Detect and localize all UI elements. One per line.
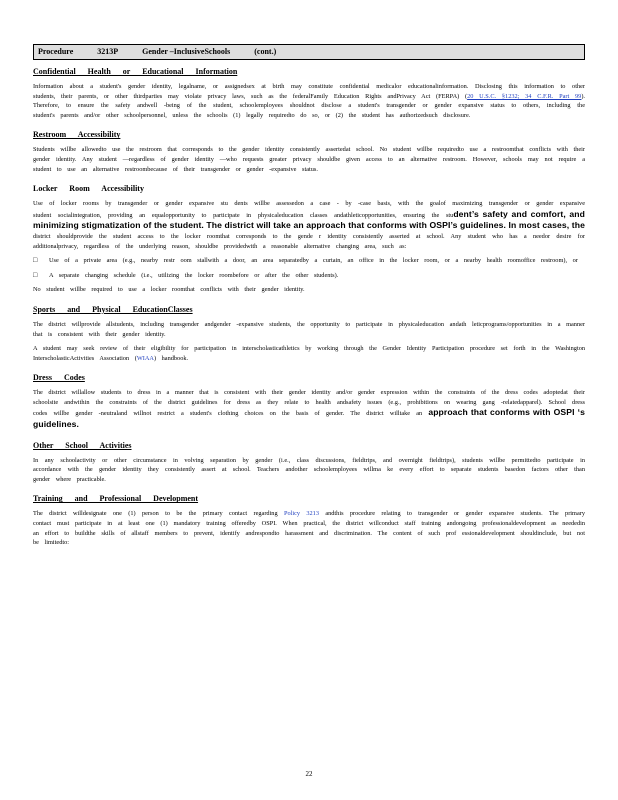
section-other — [33, 440, 585, 485]
text-run: The district willallow students to dress in a manner that is consistent with their gender identity and/or gender expression within the constraints of the dress codes adoptedat their schoolsite andwithin the constraints of the district guidelines for dress as they relate to health andsafety issues (e.g., prohibitions on wearing gang -relatedapparel). School dress codes willbe gender -neutraland willnot restrict a student's clothing choices on the basis of gender. The district willtake an — [33, 389, 586, 418]
paragraph-locker-2: No student willbe required to use a locker roomthat conflicts with their gender identity. — [33, 286, 305, 294]
text-run: andthis procedure relating to transgender or gender expansive students. The primary contact must participate in at least one (1) mandatory training offeredby OSPI. When practical, the district willconduct staff training andongoing professionaldevelopment as neededin an effort to buildthe skills of allstaff members to prevent, identify andrespondto harassment and discrimination. The content of such prof essionaldevelopment shouldinclude, but not be limitedto: — [33, 510, 585, 547]
paragraph-dress — [33, 388, 585, 430]
procedure-cont: (cont.) — [254, 47, 277, 56]
section-dress — [33, 372, 585, 430]
section-sports — [33, 304, 585, 363]
heading-training: Training and Professional Development — [33, 494, 199, 504]
text-run: Information about a student's gender identity, legalname, or assignedsex at birth may constitute confidential medicalor educationalinformation. Disclosing this information to other students, their parents, or other thirdparties may violate privacy laws, such as the federalFamily Education Rights andPrivacy Act (FERPA) ( — [33, 83, 585, 100]
heading-locker: Locker Room Accessibility — [33, 184, 144, 194]
document-page — [33, 44, 585, 553]
list-item-text: Use of a private area (e.g., nearby restr oom stallwith a door, an area separatedby a curtain, an office in the locker room, or a nearby health roomoffice restroom), or — [49, 257, 578, 265]
text-run: ). Therefore, to ensure the safety andwell -being of the student, schoolemployees shouldnot disclose a student's transgender or gender expansive status to others, including the student's parents and/or other schoolpersonnel, unless the schoolis (1) legally requiredto do so, or (2) the student has authorizedsuch disclosure. — [33, 92, 585, 119]
text-run: Use of locker rooms by transgender or gender expansive stu dents willbe assessedon a case - by -case basis, with the goalof maximizing transgender or gender expansive student socialintegration, providing an equalopportunity to participate in physicaleducation classes andathleticopportunities, ensuring the stu — [33, 200, 585, 219]
wiaa-link[interactable]: WIAA — [136, 354, 154, 362]
list-item — [33, 271, 585, 281]
text-run-large: dent’s safety and comfort, and minimizing stigmatization of the student. The district will take an approach that conforms with OSPI’s guidelines. In most cases, the — [33, 208, 585, 231]
text-run: The district willdesignate one (1) person to be the primary contact regarding — [33, 510, 284, 518]
text-run-large: approach that conforms with OSPI ‘s guidelines. — [33, 407, 585, 430]
heading-restroom: Restroom Accessibility — [33, 130, 121, 140]
section-training — [33, 493, 585, 547]
paragraph-other: In any schoolactivity or other circumstance in volving separation by gender (i.e., class discussions, fieldtrips, and overnight fieldtrips), students willbe permittedto participate in accordance with the gender identity they consistently assert at school. Teachers andother schoolemployees willma ke every effort to separate students basedon factors other than gender where practicable. — [33, 456, 585, 483]
procedure-label: Procedure — [38, 47, 74, 56]
section-locker — [33, 183, 585, 295]
paragraph-sports-2 — [33, 344, 585, 363]
paragraph-restroom: Students willbe allowedto use the restroom that corresponds to the gender identity consistently assertedat school. No student willbe requiredto use a restroomthat conflicts with their gender identity. Any student —regardless of gender identity —who requests greater privacy shouldbe given access to an alternative restroom. However, schools may not require a student to use an alternative restroombecause of their transgender or gender -expansive status. — [33, 146, 585, 173]
heading-dress: Dress Codes — [33, 373, 85, 383]
paragraph-training — [33, 509, 585, 547]
heading-sports: Sports and Physical EducationClasses — [33, 304, 193, 314]
paragraph-locker — [33, 199, 585, 251]
paragraph-sports: The district willprovide allstudents, including transgender andgender -expansive students, the opportunity to participate in physicaleducation andath leticprograms/opportunities in a manner that is consistent with their gender identity. — [33, 320, 585, 338]
text-run: district shouldprovide the student access to the locker roomthat corresponds to the gende r identity consistently asserted at school. Any student who has a needor desire for additionalprivacy, regardless of the underlying reason, shouldbe providedwith a reasonable alternative changing area, such as: — [33, 232, 585, 250]
procedure-header — [33, 44, 585, 60]
list-item — [33, 256, 585, 266]
heading-confidential: Confidential Health or Educational Information — [33, 67, 238, 76]
list-item-text: A separate changing schedule (i.e., utilizing the locker roombefore or after the other students). — [49, 271, 339, 279]
heading-other: Other School Activities — [33, 440, 132, 450]
ferpa-citation-link[interactable]: 20 U.S.C. §1232; 34 C.F.R. Part 99 — [467, 92, 582, 100]
section-confidential — [33, 66, 585, 120]
procedure-number: 3213P — [97, 47, 119, 56]
text-run: ) handbook. — [153, 354, 189, 362]
page-number: 22 — [305, 770, 313, 778]
paragraph-confidential — [33, 82, 585, 120]
section-restroom — [33, 129, 585, 174]
text-run: A student may seek review of their eligibility for participation in interscholasticathletics by working through the Gender Identity Participation procedure set forth in the Washington InterscholasticActivities Association ( — [33, 345, 585, 362]
procedure-title: Gender –InclusiveSchools — [142, 47, 231, 56]
policy-3213-link[interactable]: Policy 3213 — [283, 510, 319, 518]
checkbox-bullet-icon: □ — [33, 270, 38, 279]
checkbox-bullet-icon: □ — [33, 256, 38, 265]
